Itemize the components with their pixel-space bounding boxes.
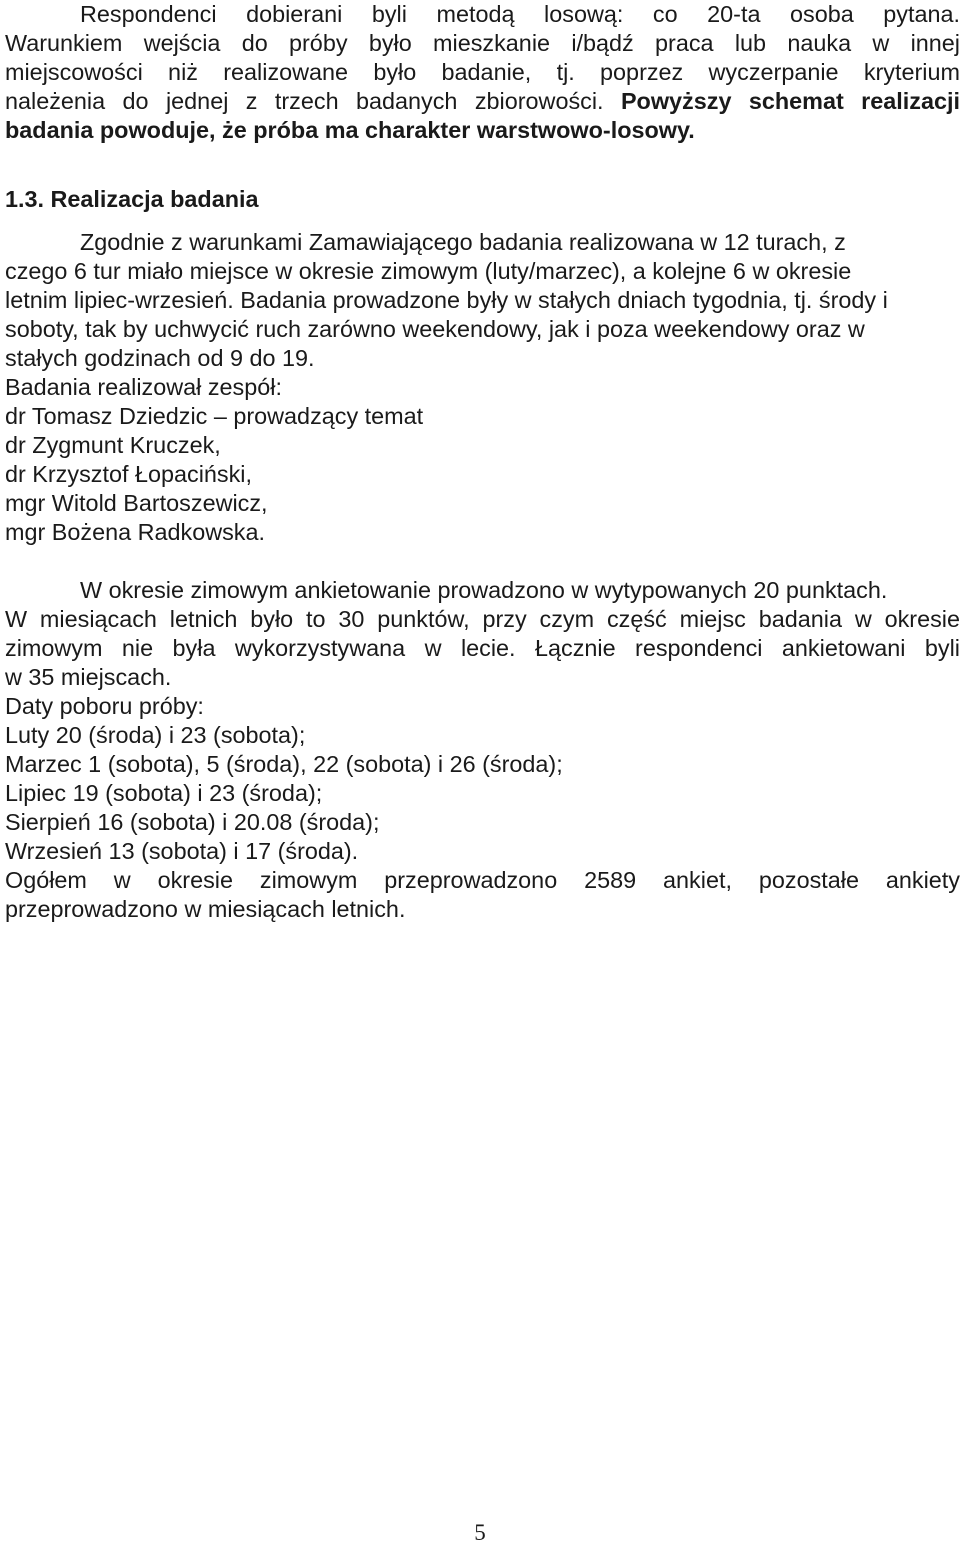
intro-line-4-regular: należenia do jednej z trzech badanych zbiorowości.	[5, 88, 621, 114]
date-item: Wrzesień 13 (sobota) i 17 (środa).	[5, 838, 359, 864]
p3-line-2: przeprowadzono w miesiącach letnich.	[5, 896, 406, 922]
team-member: dr Krzysztof Łopaciński,	[5, 461, 252, 487]
team-member: dr Zygmunt Kruczek,	[5, 432, 221, 458]
p2-line-3: zimowym nie była wykorzystywana w lecie. Łącznie respondenci ankietowani byli	[5, 635, 960, 661]
p1-line-1: Zgodnie z warunkami Zamawiającego badania realizowana w 12 turach, z	[80, 229, 846, 255]
p2-line-4: w 35 miejscach.	[5, 664, 172, 690]
section-heading: 1.3. Realizacja badania	[5, 186, 259, 212]
team-label: Badania realizował zespół:	[5, 374, 282, 400]
intro-line-2: Warunkiem wejścia do próby było mieszkanie i/bądź praca lub nauka w innej	[5, 30, 960, 56]
p1-line-3: letnim lipiec-wrzesień. Badania prowadzone były w stałych dniach tygodnia, tj. środy i	[5, 287, 888, 313]
p1-line-4: soboty, tak by uchwycić ruch zarówno weekendowy, jak i poza weekendowy oraz w	[5, 316, 865, 342]
team-member: dr Tomasz Dziedzic – prowadzący temat	[5, 403, 424, 429]
date-item: Luty 20 (środa) i 23 (sobota);	[5, 722, 306, 748]
intro-line-5-bold: badania powoduje, że próba ma charakter warstwowo-losowy.	[5, 117, 695, 143]
intro-line-1: Respondenci dobierani byli metodą losową: co 20-ta osoba pytana.	[80, 1, 960, 27]
intro-line-4	[5, 87, 960, 116]
team-member: mgr Bożena Radkowska.	[5, 519, 266, 545]
p2-line-1: W okresie zimowym ankietowanie prowadzono w wytypowanych 20 punktach.	[80, 577, 888, 603]
p1-line-5: stałych godzinach od 9 do 19.	[5, 345, 315, 371]
date-item: Lipiec 19 (sobota) i 23 (środa);	[5, 780, 323, 806]
p3-line-1: Ogółem w okresie zimowym przeprowadzono 2589 ankiet, pozostałe ankiety	[5, 867, 960, 893]
p1-line-2: czego 6 tur miało miejsce w okresie zimowym (luty/marzec), a kolejne 6 w okresie	[5, 258, 852, 284]
date-item: Marzec 1 (sobota), 5 (środa), 22 (sobota) i 26 (środa);	[5, 751, 563, 777]
date-item: Sierpień 16 (sobota) i 20.08 (środa);	[5, 809, 380, 835]
intro-line-3: miejscowości niż realizowane było badanie, tj. poprzez wyczerpanie kryterium	[5, 59, 960, 85]
p2-line-2: W miesiącach letnich było to 30 punktów, przy czym część miejsc badania w okresie	[5, 606, 960, 632]
intro-line-4-bold: Powyższy schemat realizacji	[620, 88, 960, 114]
page-number: 5	[474, 1520, 486, 1545]
dates-label: Daty poboru próby:	[5, 693, 204, 719]
team-member: mgr Witold Bartoszewicz,	[5, 490, 268, 516]
